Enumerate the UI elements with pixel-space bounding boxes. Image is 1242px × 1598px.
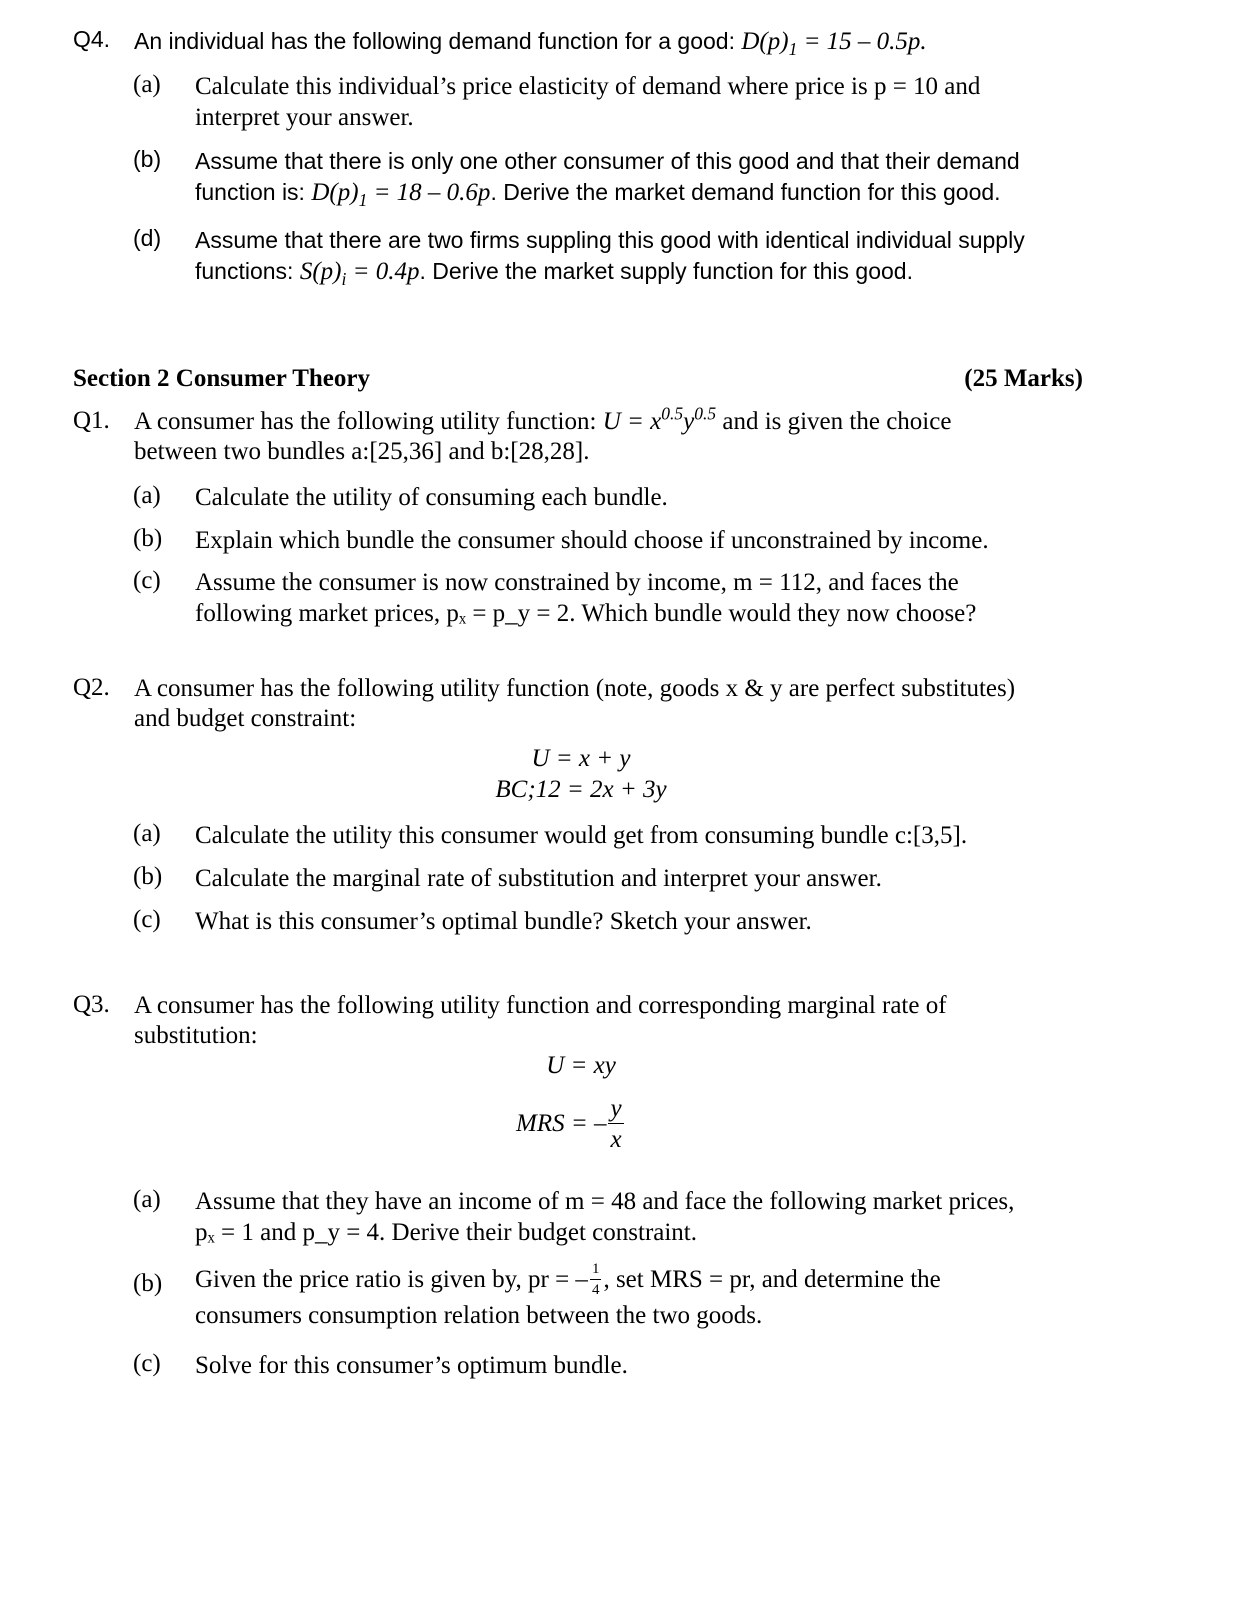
q4-number: Q4. — [73, 26, 111, 52]
q3-c-text: Solve for this consumer’s optimum bundle. — [195, 1352, 628, 1379]
q1-b-text: Explain which bundle the consumer should choose if unconstrained by income. — [195, 527, 989, 554]
q3-b-text — [195, 1262, 1095, 1334]
q3-mrs-numerator: y — [610, 1095, 622, 1122]
q2-b-text: Calculate the marginal rate of substitution and interpret your answer. — [195, 865, 882, 892]
q1-a-label: (a) — [133, 482, 161, 509]
q3-line1: A consumer has the following utility function and corresponding marginal rate of — [134, 992, 947, 1019]
q4-a-text — [195, 71, 1095, 133]
q3-a-label: (a) — [133, 1186, 161, 1213]
q3-line2: substitution: — [134, 1022, 258, 1049]
q2-c-label: (c) — [133, 906, 161, 933]
q3-b-line1: Given the price ratio is given by, pr = – $\frac{1}{4}$ , set MRS = pr, and determine the — [195, 1261, 941, 1298]
q1-c-line1: Assume the consumer is now constrained by income, m = 112, and faces the — [195, 569, 959, 596]
q1-c-label: (c) — [133, 567, 161, 594]
q1-c-line2: following market prices, pₓ = p_y = 2. Which bundle would they now choose? — [195, 600, 977, 627]
q4-a-line2: interpret your answer. — [195, 104, 414, 131]
q3-b-fraction: $\frac{1}{4}$ — [591, 1261, 600, 1298]
q4-d-label: (d) — [133, 225, 162, 251]
q2-c-text: What is this consumer’s optimal bundle? Sketch your answer. — [195, 908, 812, 935]
q1-c-text — [195, 567, 1095, 629]
q3-mrs-fraction — [608, 1096, 623, 1152]
q4-d-line1: Assume that there are two firms suppling this good with identical individual supply — [195, 227, 1025, 253]
q2-number: Q2. — [73, 674, 110, 701]
q2-intro — [134, 674, 1114, 734]
q2-budget-eq: BC;12 = 2x + 3y — [495, 776, 667, 803]
q3-c-label: (c) — [133, 1350, 161, 1377]
q3-b-line2: consumers consumption relation between the two goods. — [195, 1302, 763, 1329]
q3-mrs-denominator: x — [610, 1126, 622, 1153]
q4-a-label: (a) — [133, 71, 161, 98]
q4-b-line1: Assume that there is only one other consumer of this good and that their demand — [195, 148, 1020, 174]
q3-a-line2: pₓ = 1 and p_y = 4. Derive their budget constraint. — [195, 1219, 698, 1246]
q1-intro — [134, 403, 1114, 467]
q4-intro-eq: $D(p)_1 = 15 - 0.5p$. — [741, 28, 927, 59]
section-marks: (25 Marks) — [964, 365, 1083, 392]
q2-b-label: (b) — [133, 863, 163, 890]
q1-line2: between two bundles a:[25,36] and b:[28,28]. — [134, 438, 590, 465]
q2-utility-eq: U = x + y — [531, 745, 631, 772]
q3-utility-eq: U = xy — [546, 1052, 616, 1079]
q4-b-line2: function is: $D(p)_1 = 18 - 0.6p$. Derive the market demand function for this good. — [195, 179, 1001, 210]
q4-d-text — [195, 225, 1095, 287]
q3-number: Q3. — [73, 991, 110, 1018]
q4-intro — [134, 26, 1114, 57]
q3-a-line1: Assume that they have an income of m = 48 and face the following market prices, — [195, 1188, 1015, 1215]
section-title: Section 2 Consumer Theory — [73, 365, 370, 392]
q3-a-text — [195, 1186, 1095, 1248]
q2-line2: and budget constraint: — [134, 705, 357, 732]
q4-intro-text: An individual has the following demand function for a good: — [134, 28, 742, 54]
q1-number: Q1. — [73, 407, 110, 434]
q4-d-line2: functions: $S(p)_i = 0.4p$. Derive the market supply function for this good. — [195, 258, 913, 289]
q3-mrs-eq — [516, 1096, 624, 1152]
q1-line1: A consumer has the following utility function: $U = x^{0.5}y^{0.5}$ and is given the choice — [134, 403, 952, 435]
q4-b-label: (b) — [133, 146, 162, 172]
q1-a-text: Calculate the utility of consuming each bundle. — [195, 484, 668, 511]
q2-a-label: (a) — [133, 820, 161, 847]
q1-b-label: (b) — [133, 525, 163, 552]
q2-line1: A consumer has the following utility function (note, goods x & y are perfect substitutes) — [134, 675, 1016, 702]
q4-a-line1: Calculate this individual’s price elasticity of demand where price is p = 10 and — [195, 73, 981, 100]
q2-a-text: Calculate the utility this consumer would get from consuming bundle c:[3,5]. — [195, 822, 968, 849]
q3-mrs-lhs: MRS = – — [516, 1110, 607, 1137]
q3-intro — [134, 991, 1114, 1051]
q4-b-text — [195, 146, 1095, 208]
q3-b-label: (b) — [133, 1270, 163, 1297]
